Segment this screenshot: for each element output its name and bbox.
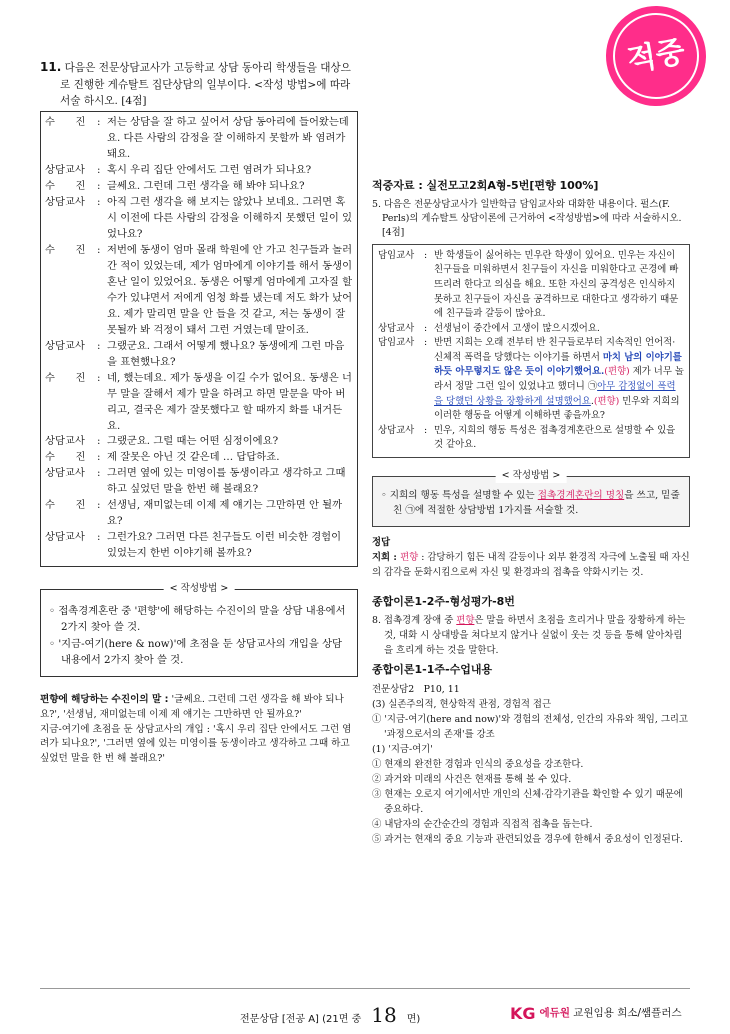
kg-logo: KG — [510, 1004, 536, 1023]
utterance: 저는 상담을 잘 하고 싶어서 상담 동아리에 들어왔는데요. 다른 사람의 감정을 잘 이해하지 못할까 봐 염려가 돼요. — [107, 116, 349, 161]
dialog-line: 수 진 : 선생님, 재미없는데 이제 제 얘기는 그만하면 안 될까요? — [45, 498, 353, 530]
speaker: 수 진 — [45, 180, 86, 193]
section2-text: 8. 접촉경계 장애 중 편향은 말을 하면서 초점을 흐리거나 말을 장황하게 하는 것, 대화 시 상대방을 쳐다보지 않거나 실없이 웃는 것 등을 통해 알아차림을 흐리게 하는 것을 말한다. — [372, 615, 686, 657]
speaker: 수 진 — [45, 499, 86, 512]
utterance: 반 학생들이 싫어하는 민우란 학생이 있어요. 민우는 자신이 친구들을 미워하면서 친구들이 자신을 미워한다고 곤경에 빠뜨리려 한다고 의심을 해요. 또한 자신의 공격성은 인식하지 못하고 친구들이 자신을 공격하므로 대한다고 생각하기 때문에 친구들과 갈등이 많아요. — [434, 249, 679, 320]
section3-line: ④ 내담자의 순간순간의 경험과 직접적 접촉을 돕는다. — [372, 819, 593, 831]
footer-left: 전문상담 [전공 A] (21면 중 — [240, 1014, 362, 1025]
utterance: 그런가요? 그러면 다른 친구들도 이런 비슷한 경험이 있었는지 한번 이야기해 볼까요? — [107, 531, 342, 560]
speaker: 상담교사 — [45, 196, 85, 209]
section3-body — [372, 682, 690, 848]
section3-line: 전문상담2 P10, 11 — [372, 683, 460, 695]
brand-logo — [510, 1002, 682, 1026]
hit-material-heading: 적중자료 : 실전모고2회A형-5번[편향 100%] — [372, 179, 599, 192]
highlight-blue: 마치 남의 이야기를 하듯 아무렇지도 않은 듯이 이야기했어요. — [434, 351, 682, 378]
dialog-line: 상담교사 : 그러면 옆에 있는 미영이를 동생이라고 생각하고 그때 하고 싶었던 말을 한번 해 볼래요? — [45, 466, 353, 498]
hit-dialog-line: 상담교사 : 선생님이 중간에서 고생이 많으시겠어요. — [378, 322, 684, 337]
section3-line: ① '지금-여기(here and now)'와 경험의 전체성, 인간의 자유와 책임, 그리고 '과정으로서의 존재'를 강조 — [372, 714, 688, 741]
method-item-1: ◦ 접촉경계혼란 중 '편향'에 해당하는 수진이의 말을 상담 내용에서 2가지 찾아 쓸 것. — [49, 605, 346, 634]
answer-label-1: 편향에 해당하는 수진이의 말 : — [40, 693, 169, 705]
dialog-line: 상담교사 : 그랬군요. 그럴 때는 어떤 심정이에요? — [45, 434, 353, 450]
dialog-line: 수 진 : 네, 했는데요. 제가 동생을 이길 수가 없어요. 동생은 너무 말을 잘해서 제가 말을 하려고 하면 말문을 막아 버리고, 결국은 제가 잘못했다고 할 때까지 화를 내거든요. — [45, 371, 353, 435]
dialog-line: 상담교사 : 그런가요? 그러면 다른 친구들도 이런 비슷한 경험이 있었는지 한번 이야기해 볼까요? — [45, 530, 353, 562]
hit-question-5: 5. 다음은 전문상담교사가 일반학급 담임교사와 대화한 내용이다. 펄스(F. Perls)의 게슈탈트 상담이론에 근거하여 <작성방법>에 따라 서술하시오.[4점] — [372, 198, 682, 238]
speaker: 상담교사 — [45, 164, 85, 177]
tag-deflection: (편향) — [604, 366, 630, 378]
speaker: 상담교사 — [45, 531, 85, 544]
answer-deflection — [40, 693, 358, 723]
section3-line: ③ 현재는 오로지 여기에서만 개인의 신체·감각기관을 확인할 수 있기 때문에 중요하다. — [372, 789, 683, 816]
section2-heading: 종합이론1-2주-형성평가-8번 — [372, 594, 515, 608]
hit-dialog-line: 상담교사 : 민우, 지희의 행동 특성은 접촉경계혼란으로 설명할 수 있을 것 같아요. — [378, 424, 684, 453]
section3-line: ⑤ 과거는 현재의 중요 기능과 관련되었을 경우에 한해서 중요성이 인정된다. — [372, 834, 683, 846]
hit-answer — [372, 535, 690, 580]
tag-deflection: (편향) — [593, 395, 620, 407]
section3-line: (3) 실존주의적, 현상학적 관점, 경험적 접근 — [372, 698, 552, 710]
dialog-line: 수 진 : 제 잘못은 아닌 것 같은데 … 답답하죠. — [45, 450, 353, 466]
dialog-line: 상담교사 : 그랬군요. 그래서 어떻게 했나요? 동생에게 그런 마음을 표현했나요? — [45, 339, 353, 371]
speaker: 상담교사 — [45, 467, 85, 480]
utterance: 저번에 동생이 엄마 몰래 학원에 안 가고 친구들과 놀러간 적이 있었는데, 제가 엄마에게 이야기를 해서 동생이 혼난 일이 있었어요. 동생은 어떻게 엄마에게 고자질 할 수가 있냐면서 저에게 엄청 화를 냈는데 저도 화가 났어요. 제가 말리면 말을 안 들을 것 같고, 저는 동생이 잘못될까 봐 걱정이 돼서 그런 거였는데 말이죠. — [107, 244, 353, 336]
method-title: < 작성방법 > — [496, 469, 567, 483]
utterance: 선생님이 중간에서 고생이 많으시겠어요. — [434, 322, 600, 334]
right-column — [372, 178, 690, 847]
underlined-a: 아무 감정없이 폭력을 당했던 상황을 장황하게 설명했어요 — [434, 381, 676, 407]
hit-method-box — [372, 469, 690, 527]
method-highlight: 접촉경계혼란의 명칭 — [537, 489, 625, 501]
question-number: 11. — [40, 60, 62, 74]
hit-dialog-line: 담임교사 : 반 학생들이 싫어하는 민우란 학생이 있어요. 민우는 자신이 친구들을 미워하면서 친구들이 자신을 미워한다고 곤경에 빠뜨리려 한다고 의심을 해요. 또한 자신의 공격성은 인식하지 못하고 친구들이 자신을 공격하므로 대한다고 생각하기 때문에 친구들과 갈등이 많아요. — [378, 249, 684, 322]
jeokjung-stamp — [598, 0, 714, 114]
utterance: 그랬군요. 그럴 때는 어떤 심정이에요? — [107, 435, 279, 448]
answer-highlight: 편향 — [400, 551, 419, 563]
hit-answer-label: 정답 — [372, 536, 391, 548]
speaker: 수 진 — [45, 451, 86, 464]
section3-line: ① 현재의 완전한 경험과 인식의 중요성을 강조한다. — [372, 759, 584, 771]
speaker: 상담교사 — [378, 424, 415, 436]
speaker: 담임교사 — [378, 337, 415, 349]
model-answer — [40, 693, 358, 767]
utterance: 네, 했는데요. 제가 동생을 이길 수가 없어요. 동생은 너무 말을 잘해서 제가 말을 하려고 하면 말문을 막아 버리고, 결국은 제가 잘못했다고 할 때까지 화를 내거든요. — [107, 371, 352, 432]
section3-line: ② 과거와 미래의 사건은 현재를 통해 볼 수 있다. — [372, 774, 572, 786]
speaker: 상담교사 — [378, 322, 415, 334]
footer-right: 면) — [406, 1014, 421, 1025]
answer-text-1: '글쎄요. 그런데 그런 생각을 해 봐야 되나요?', '선생님, 재미없는데 이제 제 얘기는 그만하면 안 될까요?' — [40, 693, 344, 720]
utterance: 글쎄요. 그런데 그런 생각을 해 봐야 되나요? — [107, 180, 305, 193]
speaker: 상담교사 — [45, 435, 85, 448]
brand-rest: 교원임용 희소/쌤플러스 — [569, 1007, 682, 1020]
utterance: 반면 지희는 오래 전부터 반 친구들로부터 지속적인 언어적·신체적 폭력을 당했다는 이야기를 하면서 마치 남의 이야기를 하듯 아무렇지도 않은 듯이 이야기했어요.(편향) 제가 너무 놀라서 정말 그런 일이 있었냐고 했더니 ㉠아무 감정없이 폭력을 당했던 상황을 장황하게 설명했어요.(편향) 민우와 지희의 이러한 행동을 어떻게 이해하면 좋을까요? — [434, 337, 684, 422]
page-footer — [240, 1000, 420, 1030]
speaker: 상담교사 — [45, 339, 85, 352]
dialog-line: 상담교사 : 아직 그런 생각을 해 보지는 않았나 보네요. 그러면 혹시 이전에 다른 사람의 감정을 이해하지 못했던 일이 있었나요? — [45, 195, 353, 243]
utterance: 아직 그런 생각을 해 보지는 않았나 보네요. 그러면 혹시 이전에 다른 사람의 감정을 이해하지 못했던 일이 있었나요? — [107, 196, 353, 241]
left-column — [40, 58, 358, 767]
brand-edu: 에듀원 — [539, 1007, 570, 1020]
method-title: < 작성방법 > — [164, 582, 235, 596]
footer-divider — [40, 988, 690, 989]
utterance: 선생님, 재미없는데 이제 제 얘기는 그만하면 안 될까요? — [107, 499, 343, 528]
counseling-dialog — [40, 111, 358, 567]
hit-method-item: ◦ 지희의 행동 특성을 설명할 수 있는 접촉경계혼란의 명칭을 쓰고, 밑줄 친 ㉠에 적절한 상담방법 1가지를 서술할 것. — [381, 489, 680, 516]
dialog-line: 수 진 : 글쎄요. 그런데 그런 생각을 해 봐야 되나요? — [45, 179, 353, 195]
hit-answer-text: 지희 : 편향 : 감당하기 힘든 내적 갈등이나 외부 환경적 자극에 노출될 때 자신의 감각을 둔화시킴으로써 자신 및 환경과의 접촉을 약화시키는 것. — [372, 551, 690, 578]
speaker: 담임교사 — [378, 249, 415, 261]
utterance: 그러면 옆에 있는 미영이를 동생이라고 생각하고 그때 하고 싶었던 말을 한번 해 볼래요? — [107, 467, 346, 496]
utterance: 그랬군요. 그래서 어떻게 했나요? 동생에게 그런 마음을 표현했나요? — [107, 339, 345, 368]
hit-dialog-line: 담임교사 : 반면 지희는 오래 전부터 반 친구들로부터 지속적인 언어적·신체적 폭력을 당했다는 이야기를 하면서 마치 남의 이야기를 하듯 아무렇지도 않은 듯이 이야기했어요.(편향) 제가 너무 놀라서 정말 그런 일이 있었냐고 했더니 ㉠아무 감정없이 폭력을 당했던 상황을 장황하게 설명했어요.(편향) 민우와 지희의 이러한 행동을 어떻게 이해하면 좋을까요? — [378, 336, 684, 423]
utterance: 제 잘못은 아닌 것 같은데 … 답답하죠. — [107, 451, 280, 464]
dialog-line: 수 진 : 저번에 동생이 엄마 몰래 학원에 안 가고 친구들과 놀러간 적이 있었는데, 제가 엄마에게 이야기를 해서 동생이 혼난 일이 있었어요. 동생은 어떻게 엄마에게 고자질 할 수가 있냐면서 저에게 엄청 화를 냈는데 저도 화가 났어요. 제가 말리면 말을 안 들을 것 같고, 저는 동생이 잘못될까 봐 걱정이 돼서 그런 거였는데 말이죠. — [45, 243, 353, 339]
speaker: 수 진 — [45, 244, 86, 257]
question-text: 다음은 전문상담교사가 고등학교 상담 동아리 학생들을 대상으로 진행한 게슈탈트 집단상담의 일부이다. <작성 방법>에 따라 서술 하시오. [4점] — [60, 62, 351, 107]
method-item-2: ◦ '지금-여기(here & now)'에 초점을 둔 상담교사의 개입을 상담 내용에서 2가지 찾아 쓸 것. — [49, 638, 342, 666]
answer-here-now: 지금-여기에 초점을 둔 상담교사의 개입 : '혹시 우리 집단 안에서도 그런 염려가 되나요?', '그러면 옆에 있는 미영이를 동생이라고 생각하고 그때 하고 싶었던 말을 한 번 해 볼래요?' — [40, 723, 352, 765]
section2-highlight: 편향 — [456, 615, 475, 627]
dialog-line: 상담교사 : 혹시 우리 집단 안에서도 그런 염려가 되나요? — [45, 163, 353, 179]
question-11 — [40, 58, 358, 109]
dialog-line: 수 진 : 저는 상담을 잘 하고 싶어서 상담 동아리에 들어왔는데요. 다른 사람의 감정을 잘 이해하지 못할까 봐 염려가 돼요. — [45, 115, 353, 163]
section3-line: (1) '지금-여기' — [372, 744, 433, 756]
writing-method-box — [40, 583, 358, 677]
speaker: 수 진 — [45, 371, 86, 384]
hit-dialog — [372, 244, 690, 458]
stamp-text: 적중 — [624, 33, 688, 79]
page-number: 18 — [371, 1003, 397, 1027]
section3-heading: 종합이론1-1주-수업내용 — [372, 663, 493, 677]
utterance: 민우, 지희의 행동 특성은 접촉경계혼란으로 설명할 수 있을 것 같아요. — [434, 424, 676, 451]
utterance: 혹시 우리 집단 안에서도 그런 염려가 되나요? — [107, 164, 312, 177]
speaker: 수 진 — [45, 116, 86, 129]
